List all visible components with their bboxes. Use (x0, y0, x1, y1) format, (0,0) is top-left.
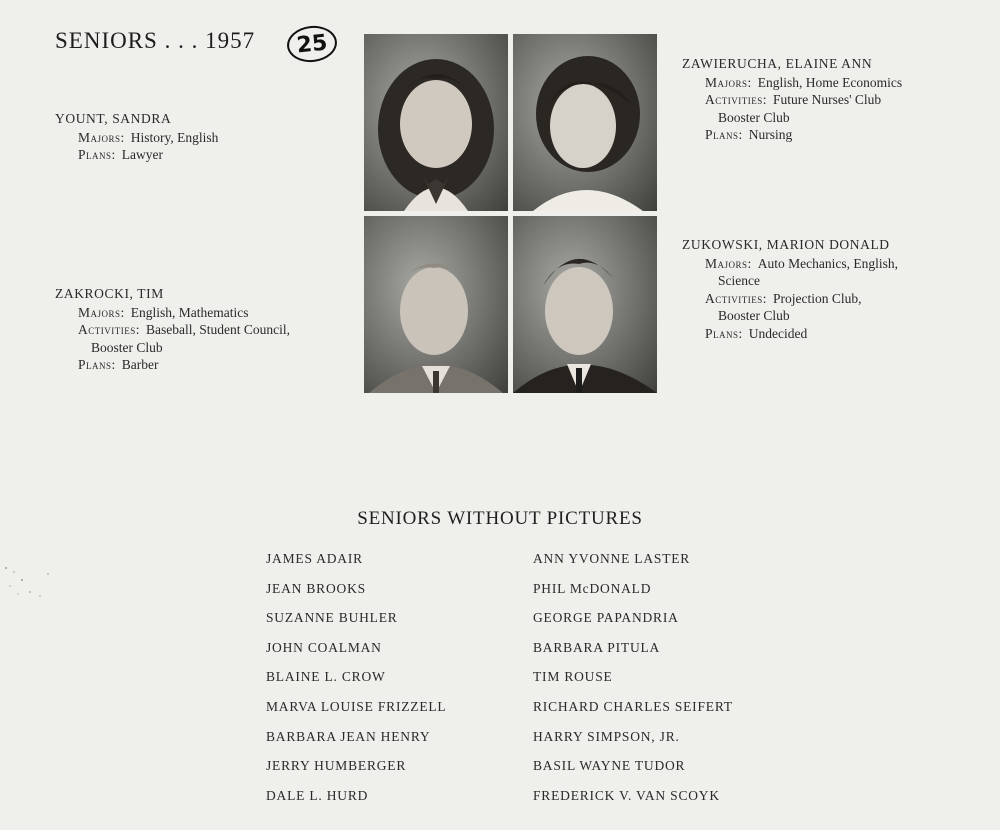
paper-smudge (0, 560, 60, 610)
activities-label: Activities: (705, 290, 767, 306)
majors-row (55, 129, 218, 147)
plans-value: Undecided (748, 325, 808, 341)
list-item: PHIL McDONALD (533, 580, 652, 596)
portrait-photo-yount (364, 34, 508, 211)
portrait-photo-zawierucha (513, 34, 657, 211)
activities-label: Activities: (705, 92, 767, 107)
activities-row (682, 290, 898, 308)
list-item: HARRY SIMPSON, JR. (533, 728, 680, 744)
activities-row (682, 91, 902, 109)
activities-value: Projection Club, (773, 290, 862, 306)
activities-continuation: Booster Club (718, 308, 790, 323)
list-item: TIM ROUSE (533, 669, 613, 685)
senior-name: ZAWIERUCHA, ELAINE ANN (682, 56, 873, 71)
senior-entry-yount (55, 110, 218, 164)
list-item: JEAN BROOKS (266, 580, 366, 596)
plans-row (682, 325, 898, 343)
list-item: BARBARA JEAN HENRY (266, 728, 431, 744)
majors-value: History, English (130, 129, 219, 145)
majors-value: English, Mathematics (130, 304, 249, 320)
plans-value: Barber (121, 357, 159, 372)
senior-name: ZUKOWSKI, MARION DONALD (682, 237, 890, 252)
plans-row (682, 126, 902, 144)
list-item: JAMES ADAIR (266, 551, 363, 566)
activities-continuation: Booster Club (718, 109, 790, 125)
names-column-left (266, 549, 446, 815)
majors-row (55, 304, 290, 322)
list-item: BARBARA PITULA (533, 639, 661, 655)
majors-label: Majors: (78, 129, 125, 145)
plans-value: Nursing (748, 127, 793, 142)
plans-row (55, 146, 218, 164)
majors-value: English, Home Economics (757, 74, 903, 90)
majors-label: Majors: (78, 304, 125, 320)
majors-label: Majors: (705, 255, 752, 271)
senior-entry-zukowski (682, 236, 898, 342)
portrait-photo-zakrocki (364, 216, 508, 393)
list-item: MARVA LOUISE FRIZZELL (266, 698, 447, 714)
plans-row (55, 356, 290, 374)
list-item: BASIL WAYNE TUDOR (533, 758, 686, 774)
list-item: FREDERICK V. VAN SCOYK (533, 787, 720, 803)
list-item: SUZANNE BUHLER (266, 610, 398, 626)
plans-value: Lawyer (121, 147, 163, 162)
majors-row (682, 74, 902, 92)
activities-row (55, 321, 290, 339)
page-title: SENIORS . . . 1957 (55, 28, 256, 53)
majors-value: Auto Mechanics, English, (757, 255, 898, 271)
senior-entry-zawierucha (682, 55, 902, 144)
plans-label: Plans: (78, 147, 116, 162)
senior-entry-zakrocki (55, 285, 290, 374)
senior-name: ZAKROCKI, TIM (55, 286, 164, 301)
list-item: JOHN COALMAN (266, 639, 382, 655)
activities-value: Baseball, Student Council, (146, 322, 290, 337)
names-column-right (533, 549, 733, 815)
activities-label: Activities: (78, 322, 140, 337)
list-item: JERRY HUMBERGER (266, 758, 407, 774)
senior-name: YOUNT, SANDRA (55, 111, 172, 126)
list-item: BLAINE L. CROW (266, 669, 386, 685)
majors-continuation: Science (718, 273, 760, 288)
majors-row (682, 255, 898, 273)
portrait-photo-zukowski (513, 216, 657, 393)
activities-continuation: Booster Club (91, 339, 163, 355)
section-title-without-pictures: SENIORS WITHOUT PICTURES (357, 508, 643, 529)
list-item: DALE L. HURD (266, 787, 369, 803)
activities-value: Future Nurses' Club (773, 92, 882, 107)
plans-label: Plans: (705, 325, 743, 341)
list-item: ANN YVONNE LASTER (533, 551, 691, 566)
handwritten-page-number: 25 (285, 23, 338, 64)
plans-label: Plans: (78, 357, 116, 372)
list-item: GEORGE PAPANDRIA (533, 610, 679, 626)
majors-label: Majors: (705, 74, 752, 90)
plans-label: Plans: (705, 127, 743, 142)
list-item: RICHARD CHARLES SEIFERT (533, 698, 733, 714)
